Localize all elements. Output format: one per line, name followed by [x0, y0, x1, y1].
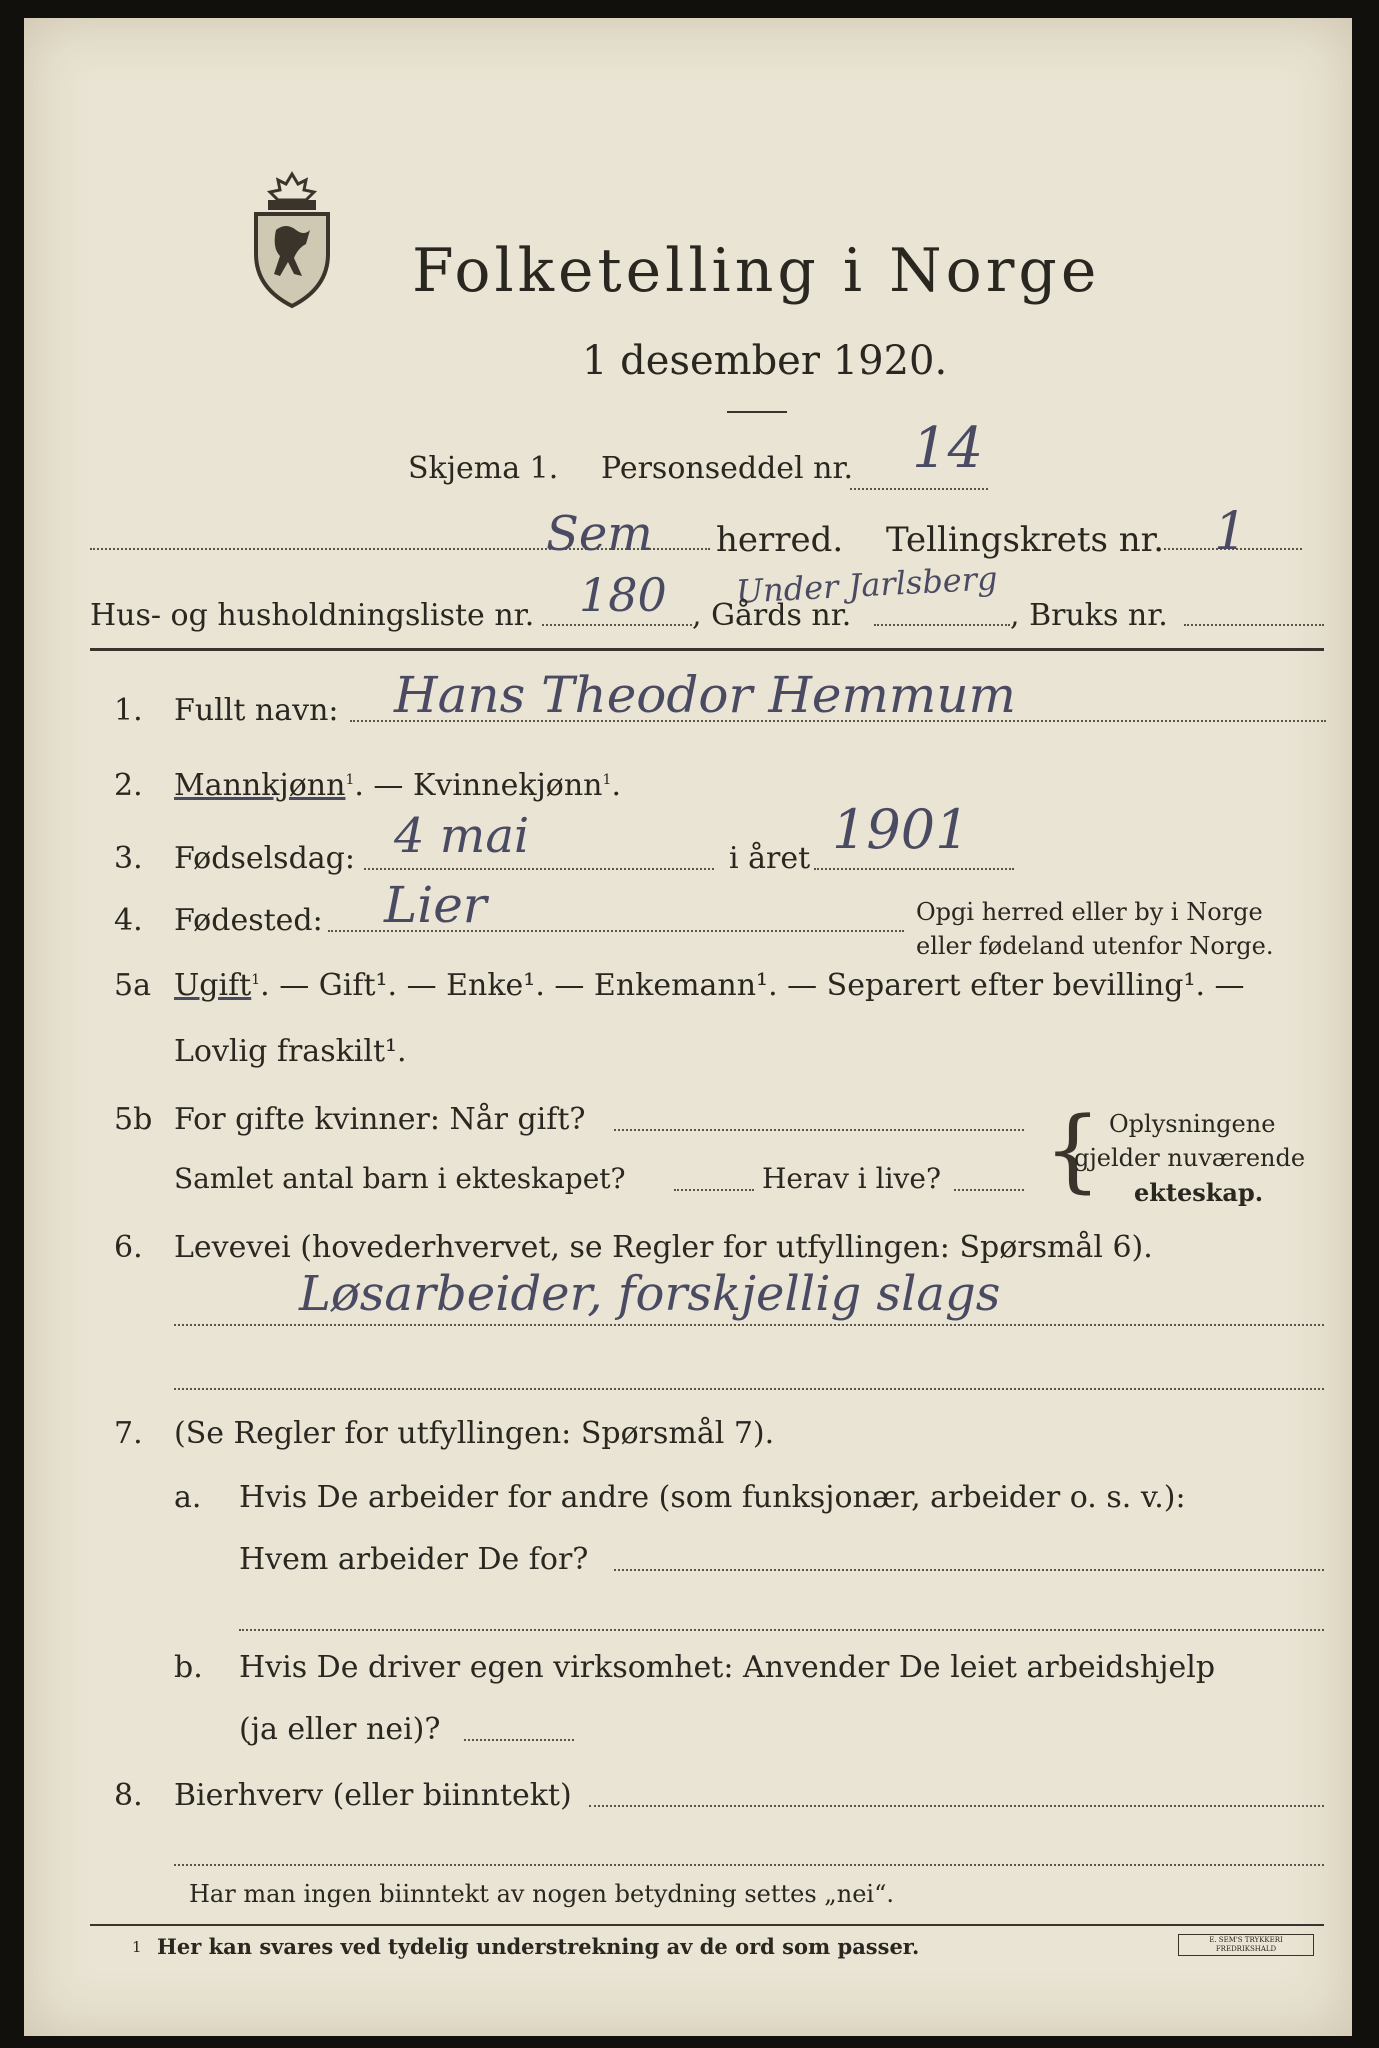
gards-label: , Gårds nr. [692, 598, 852, 633]
birth-year-value[interactable]: 1901 [832, 798, 970, 861]
q3-label: Fødselsdag: [174, 841, 355, 876]
personseddel-label: Personseddel nr. [601, 451, 854, 486]
q2-gender-row: Mannkjønn$^1$. — Kvinnekjønn$^1$. [174, 768, 621, 803]
gards-line [874, 624, 1010, 626]
q6-label: Levevei (hovederhvervet, se Regler for utfyllingen: Spørsmål 6). [174, 1230, 1153, 1265]
q7b-answer-line [464, 1739, 574, 1741]
q7b-letter: b. [174, 1650, 203, 1685]
husliste-line [542, 624, 692, 626]
q5b-note-3: ekteskap. [1134, 1178, 1264, 1207]
q5b-line2b: Herav i live? [762, 1162, 941, 1195]
census-form [24, 18, 1352, 2036]
q1-number: 1. [114, 693, 143, 728]
q7-label: (Se Regler for utfyllingen: Spørsmål 7). [174, 1416, 775, 1451]
husliste-value[interactable]: 180 [579, 568, 667, 622]
occupation-value[interactable]: Løsarbeider, forskjellig slags [299, 1266, 1001, 1322]
footnote-rule [90, 1924, 1324, 1926]
footnote-mark: 1 [132, 1938, 142, 1956]
q5b-married-line [614, 1129, 1024, 1131]
footnote-text: Her kan svares ved tydelig understrekning av de ord som passer. [157, 1934, 920, 1959]
q5b-note-2: gjelder nuværende [1074, 1144, 1306, 1172]
q5a-number: 5a [114, 968, 151, 1003]
gards-note[interactable]: Under Jarlsberg [735, 559, 999, 611]
q5a-options: Ugift$^1$. — Gift¹. — Enke¹. — Enkemann¹. — Separert efter bevilling¹. — [174, 968, 1245, 1003]
q7a-employer-line [614, 1569, 1324, 1571]
q5b-note-1: Oplysningene [1109, 1110, 1276, 1138]
q5b-line1: For gifte kvinner: Når gift? [174, 1102, 586, 1137]
q8-line1 [589, 1805, 1324, 1807]
q4-label: Fødested: [174, 903, 323, 938]
personseddel-line [850, 488, 988, 490]
bruks-label: , Bruks nr. [1010, 598, 1168, 633]
herred-label: herred. [716, 520, 844, 560]
q7b-line2: (ja eller nei)? [239, 1712, 441, 1747]
q7a-line1: Hvis De arbeider for andre (som funksjonær, arbeider o. s. v.): [239, 1480, 1186, 1515]
q5a-ugift-option[interactable]: Ugift [174, 968, 252, 1003]
q5b-children-line [674, 1189, 754, 1191]
q7a-extra-line [239, 1629, 1324, 1631]
q6-line2 [174, 1388, 1324, 1390]
q3-line [364, 868, 714, 870]
q5b-alive-line [954, 1189, 1024, 1191]
q5a-line2[interactable]: Lovlig fraskilt¹. [174, 1034, 407, 1069]
bruks-line [1184, 624, 1324, 626]
full-name-value[interactable]: Hans Theodor Hemmum [394, 666, 1016, 724]
q6-number: 6. [114, 1230, 143, 1265]
q5b-brace: { [1044, 1098, 1102, 1203]
herred-value[interactable]: Sem [546, 506, 653, 562]
q5a-other-options[interactable]: . — Gift¹. — Enke¹. — Enkemann¹. — Separert efter bevilling¹. — [260, 968, 1245, 1003]
q3-year-label: i året [729, 841, 811, 876]
q1-label: Fullt navn: [174, 693, 339, 728]
husliste-label: Hus- og husholdningsliste nr. [90, 598, 535, 633]
q7a-line2: Hvem arbeider De for? [239, 1542, 589, 1577]
personseddel-value[interactable]: 14 [912, 416, 984, 481]
q8-number: 8. [114, 1778, 143, 1813]
tellingskrets-label: Tellingskrets nr. [886, 520, 1165, 560]
form-title: Folketelling i Norge [412, 236, 1101, 306]
q6-line1 [174, 1324, 1324, 1326]
q5b-line2a: Samlet antal barn i ekteskapet? [174, 1162, 626, 1195]
tellingskrets-value[interactable]: 1 [1214, 502, 1248, 562]
q3-number: 3. [114, 841, 143, 876]
birthplace-value[interactable]: Lier [384, 876, 487, 934]
q4-number: 4. [114, 903, 143, 938]
q2-number: 2. [114, 768, 143, 803]
q4-note-2: eller fødeland utenfor Norge. [916, 932, 1274, 960]
header-rule [90, 648, 1324, 651]
birthday-value[interactable]: 4 mai [394, 808, 530, 864]
coat-of-arms-icon [246, 170, 338, 310]
q7b-line1: Hvis De driver egen virksomhet: Anvender De leiet arbeidshjelp [239, 1650, 1216, 1685]
income-note: Har man ingen biinntekt av nogen betydning settes „nei“. [189, 1880, 894, 1908]
q7-number: 7. [114, 1416, 143, 1451]
q7a-letter: a. [174, 1480, 202, 1515]
form-date: 1 desember 1920. [582, 338, 948, 384]
q3-year-line [814, 868, 1014, 870]
q5b-number: 5b [114, 1102, 153, 1137]
schema-label: Skjema 1. [408, 451, 559, 486]
printer-stamp: E. SEM'S TRYKKERI FREDRIKSHALD [1178, 1934, 1314, 1956]
divider [727, 411, 787, 413]
q8-line2 [174, 1864, 1324, 1866]
q4-note-1: Opgi herred eller by i Norge [916, 898, 1263, 926]
q2-male-option[interactable]: Mannkjønn [174, 768, 346, 803]
q8-label: Bierhverv (eller biinntekt) [174, 1778, 572, 1813]
q2-female-option[interactable]: Kvinnekjønn [412, 768, 603, 803]
q2-separator: . — [354, 768, 413, 803]
